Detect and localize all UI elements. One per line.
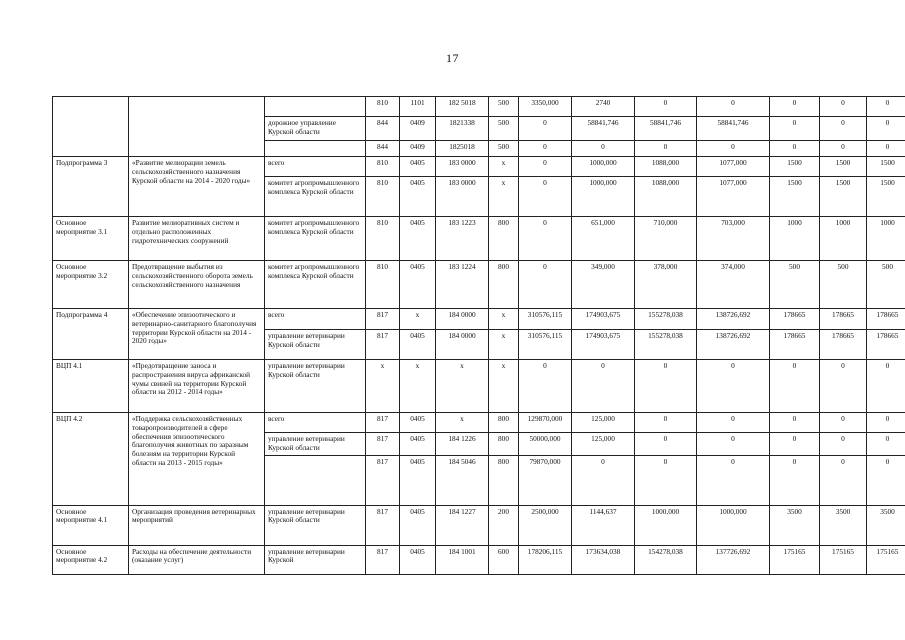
grbs-cell: 810	[366, 261, 400, 309]
amount-cell: 178665	[867, 330, 905, 360]
table-row	[53, 309, 905, 330]
rzpr-cell: 0405	[400, 261, 436, 309]
grbs-cell: 817	[366, 330, 400, 360]
amount-cell: 0	[770, 141, 820, 157]
grbs-cell: 817	[366, 545, 400, 574]
amount-cell: 374,000	[697, 261, 770, 309]
amount-cell: 0	[770, 117, 820, 141]
rzpr-cell: 0409	[400, 117, 436, 141]
amount-cell: 1088,000	[635, 177, 697, 217]
amount-cell: 0	[572, 360, 635, 413]
executor-cell: комитет агропромышленного комплекса Курской области	[265, 217, 366, 261]
amount-cell: 175165	[770, 545, 820, 574]
amount-cell: 1500	[820, 177, 867, 217]
grbs-cell: 844	[366, 117, 400, 141]
amount-cell: 3500	[867, 505, 905, 545]
csr-cell: 1825018	[436, 141, 489, 157]
amount-cell: 1500	[770, 157, 820, 177]
amount-cell: 0	[519, 261, 572, 309]
amount-cell: 0	[697, 97, 770, 117]
vr-cell: x	[489, 360, 519, 413]
executor-cell	[265, 141, 366, 157]
amount-cell: 310576,115	[519, 330, 572, 360]
amount-cell: 0	[770, 360, 820, 413]
program-name-cell	[53, 97, 129, 157]
amount-cell: 1000	[820, 217, 867, 261]
csr-cell: 183 0000	[436, 177, 489, 217]
program-title-cell: Развитие мелиоративных систем и отдельно расположенных гидротехнических сооружений	[129, 217, 265, 261]
grbs-cell: x	[366, 360, 400, 413]
rzpr-cell: 1101	[400, 97, 436, 117]
vr-cell: 800	[489, 455, 519, 505]
rzpr-cell: 0405	[400, 433, 436, 456]
program-title-cell	[129, 97, 265, 157]
table-row	[53, 505, 905, 545]
amount-cell: 1077,000	[697, 177, 770, 217]
amount-cell: 0	[770, 97, 820, 117]
amount-cell: 0	[867, 97, 905, 117]
rzpr-cell: 0405	[400, 545, 436, 574]
vr-cell: 500	[489, 117, 519, 141]
grbs-cell: 810	[366, 97, 400, 117]
amount-cell: 58841,746	[572, 117, 635, 141]
amount-cell: 0	[519, 157, 572, 177]
amount-cell: 1000,000	[697, 505, 770, 545]
table-row	[53, 157, 905, 177]
vr-cell: 800	[489, 217, 519, 261]
amount-cell: 3350,000	[519, 97, 572, 117]
vr-cell: x	[489, 330, 519, 360]
executor-cell	[265, 455, 366, 505]
program-title-cell: «Поддержка сельскохозяйственных товаропроизводителей в сфере обеспечения эпизоотического благополучия животных по заразным болезням на территории Курской области на 2013 - 2015 годы»	[129, 413, 265, 506]
amount-cell: 173634,038	[572, 545, 635, 574]
amount-cell: 0	[519, 360, 572, 413]
csr-cell: 1821338	[436, 117, 489, 141]
amount-cell: 0	[770, 455, 820, 505]
executor-cell	[265, 97, 366, 117]
grbs-cell: 810	[366, 157, 400, 177]
amount-cell: 178206,115	[519, 545, 572, 574]
amount-cell: 349,000	[572, 261, 635, 309]
amount-cell: 0	[572, 141, 635, 157]
amount-cell: 710,000	[635, 217, 697, 261]
csr-cell: 184 1226	[436, 433, 489, 456]
amount-cell: 1077,000	[697, 157, 770, 177]
csr-cell: 183 1224	[436, 261, 489, 309]
rzpr-cell: x	[400, 309, 436, 330]
vr-cell: 800	[489, 413, 519, 433]
rzpr-cell: x	[400, 360, 436, 413]
amount-cell: 703,000	[697, 217, 770, 261]
program-title-cell: Предотвращение выбытия из сельскохозяйственного оборота земель сельскохозяйственного назначения	[129, 261, 265, 309]
csr-cell: 183 1223	[436, 217, 489, 261]
executor-cell: всего	[265, 413, 366, 433]
vr-cell: 800	[489, 261, 519, 309]
amount-cell: 0	[867, 117, 905, 141]
amount-cell: 1144,637	[572, 505, 635, 545]
program-title-cell: Расходы на обеспечение деятельности (оказание услуг)	[129, 545, 265, 574]
grbs-cell: 810	[366, 177, 400, 217]
amount-cell: 500	[867, 261, 905, 309]
amount-cell: 0	[635, 97, 697, 117]
amount-cell: 79870,000	[519, 455, 572, 505]
amount-cell: 3500	[770, 505, 820, 545]
vr-cell: 800	[489, 433, 519, 456]
grbs-cell: 817	[366, 433, 400, 456]
amount-cell: 0	[820, 141, 867, 157]
amount-cell: 2740	[572, 97, 635, 117]
csr-cell: 182 5018	[436, 97, 489, 117]
amount-cell: 0	[697, 360, 770, 413]
executor-cell: управление ветеринарии Курской	[265, 545, 366, 574]
amount-cell: 138726,692	[697, 330, 770, 360]
vr-cell: 600	[489, 545, 519, 574]
grbs-cell: 817	[366, 455, 400, 505]
amount-cell: 0	[820, 413, 867, 433]
amount-cell: 0	[697, 455, 770, 505]
amount-cell: 0	[867, 413, 905, 433]
program-title-cell: «Предотвращение заноса и распространения вируса африканской чумы свиней на территории Курской области на 2012 - 2014 годы»	[129, 360, 265, 413]
amount-cell: 1500	[867, 177, 905, 217]
executor-cell: управление ветеринарии Курской области	[265, 360, 366, 413]
amount-cell: 178665	[770, 330, 820, 360]
amount-cell: 0	[820, 97, 867, 117]
rzpr-cell: 0405	[400, 413, 436, 433]
amount-cell: 378,000	[635, 261, 697, 309]
amount-cell: 1000,000	[572, 177, 635, 217]
amount-cell: 0	[770, 413, 820, 433]
program-title-cell: «Обеспечение эпизоотического и ветеринарно-санитарного благополучия территории Курской области на 2014 - 2020 годы»	[129, 309, 265, 360]
amount-cell: 175165	[820, 545, 867, 574]
rzpr-cell: 0405	[400, 505, 436, 545]
program-title-cell: «Развитие мелиорации земель сельскохозяйственного назначения Курской области на 2014 - 2020 годы»	[129, 157, 265, 217]
rzpr-cell: 0409	[400, 141, 436, 157]
program-name-cell: Основное мероприятие 4.2	[53, 545, 129, 574]
amount-cell: 0	[519, 117, 572, 141]
amount-cell: 0	[697, 141, 770, 157]
vr-cell: x	[489, 177, 519, 217]
amount-cell: 0	[820, 455, 867, 505]
amount-cell: 138726,692	[697, 309, 770, 330]
rzpr-cell: 0405	[400, 217, 436, 261]
program-name-cell: Основное мероприятие 3.1	[53, 217, 129, 261]
amount-cell: 0	[519, 177, 572, 217]
amount-cell: 58841,746	[635, 117, 697, 141]
rzpr-cell: 0405	[400, 157, 436, 177]
amount-cell: 178665	[820, 309, 867, 330]
program-name-cell: ВЦП 4.2	[53, 413, 129, 506]
amount-cell: 1088,000	[635, 157, 697, 177]
amount-cell: 0	[519, 141, 572, 157]
amount-cell: 50000,000	[519, 433, 572, 456]
amount-cell: 125,000	[572, 433, 635, 456]
amount-cell: 125,000	[572, 413, 635, 433]
vr-cell: 500	[489, 141, 519, 157]
csr-cell: 184 5046	[436, 455, 489, 505]
amount-cell: 0	[635, 433, 697, 456]
amount-cell: 178665	[820, 330, 867, 360]
amount-cell: 0	[697, 413, 770, 433]
executor-cell: всего	[265, 309, 366, 330]
amount-cell: 1500	[770, 177, 820, 217]
grbs-cell: 817	[366, 309, 400, 330]
amount-cell: 1500	[820, 157, 867, 177]
table-row	[53, 261, 905, 309]
amount-cell: 0	[867, 360, 905, 413]
amount-cell: 155278,038	[635, 330, 697, 360]
executor-cell: дорожное управление Курской области	[265, 117, 366, 141]
vr-cell: 500	[489, 97, 519, 117]
table-row	[53, 545, 905, 574]
rzpr-cell: 0405	[400, 455, 436, 505]
program-name-cell: Основное мероприятие 4.1	[53, 505, 129, 545]
amount-cell: 175165	[867, 545, 905, 574]
program-name-cell: ВЦП 4.1	[53, 360, 129, 413]
csr-cell: 184 1001	[436, 545, 489, 574]
table-row	[53, 97, 905, 117]
budget-table	[52, 96, 905, 575]
amount-cell: 0	[867, 141, 905, 157]
page-number: 17	[446, 51, 459, 65]
amount-cell: 0	[867, 433, 905, 456]
csr-cell: x	[436, 413, 489, 433]
amount-cell: 0	[820, 117, 867, 141]
grbs-cell: 817	[366, 413, 400, 433]
amount-cell: 0	[572, 455, 635, 505]
executor-cell: комитет агропромышленного комплекса Курской области	[265, 177, 366, 217]
amount-cell: 137726,692	[697, 545, 770, 574]
amount-cell: 0	[635, 360, 697, 413]
executor-cell: управление ветеринарии Курской области	[265, 505, 366, 545]
amount-cell: 1500	[867, 157, 905, 177]
vr-cell: x	[489, 309, 519, 330]
amount-cell: 1000	[770, 217, 820, 261]
amount-cell: 0	[635, 413, 697, 433]
grbs-cell: 810	[366, 217, 400, 261]
csr-cell: 183 0000	[436, 157, 489, 177]
amount-cell: 500	[820, 261, 867, 309]
csr-cell: 184 0000	[436, 330, 489, 360]
csr-cell: 184 0000	[436, 309, 489, 330]
rzpr-cell: 0405	[400, 177, 436, 217]
csr-cell: x	[436, 360, 489, 413]
amount-cell: 154278,038	[635, 545, 697, 574]
executor-cell: всего	[265, 157, 366, 177]
amount-cell: 0	[635, 455, 697, 505]
amount-cell: 0	[820, 433, 867, 456]
program-name-cell: Основное мероприятие 3.2	[53, 261, 129, 309]
vr-cell: 200	[489, 505, 519, 545]
table-row	[53, 413, 905, 433]
amount-cell: 1000,000	[635, 505, 697, 545]
table-row	[53, 217, 905, 261]
table-row	[53, 360, 905, 413]
executor-cell: управление ветеринарии Курской области	[265, 330, 366, 360]
csr-cell: 184 1227	[436, 505, 489, 545]
amount-cell: 178665	[867, 309, 905, 330]
executor-cell: комитет агропромышленного комплекса Курской области	[265, 261, 366, 309]
amount-cell: 155278,038	[635, 309, 697, 330]
amount-cell: 1000,000	[572, 157, 635, 177]
amount-cell: 174903,675	[572, 330, 635, 360]
grbs-cell: 844	[366, 141, 400, 157]
amount-cell: 3500	[820, 505, 867, 545]
amount-cell: 58841,746	[697, 117, 770, 141]
amount-cell: 2500,000	[519, 505, 572, 545]
amount-cell: 0	[519, 217, 572, 261]
amount-cell: 1000	[867, 217, 905, 261]
program-name-cell: Подпрограмма 4	[53, 309, 129, 360]
amount-cell: 129870,000	[519, 413, 572, 433]
executor-cell: управление ветеринарии Курской области	[265, 433, 366, 456]
amount-cell: 0	[697, 433, 770, 456]
amount-cell: 178665	[770, 309, 820, 330]
amount-cell: 0	[820, 360, 867, 413]
rzpr-cell: 0405	[400, 330, 436, 360]
amount-cell: 0	[635, 141, 697, 157]
amount-cell: 174903,675	[572, 309, 635, 330]
amount-cell: 651,000	[572, 217, 635, 261]
vr-cell: x	[489, 157, 519, 177]
amount-cell: 0	[770, 433, 820, 456]
amount-cell: 310576,115	[519, 309, 572, 330]
amount-cell: 500	[770, 261, 820, 309]
program-title-cell: Организация проведения ветеринарных мероприятий	[129, 505, 265, 545]
grbs-cell: 817	[366, 505, 400, 545]
amount-cell: 0	[867, 455, 905, 505]
program-name-cell: Подпрограмма 3	[53, 157, 129, 217]
